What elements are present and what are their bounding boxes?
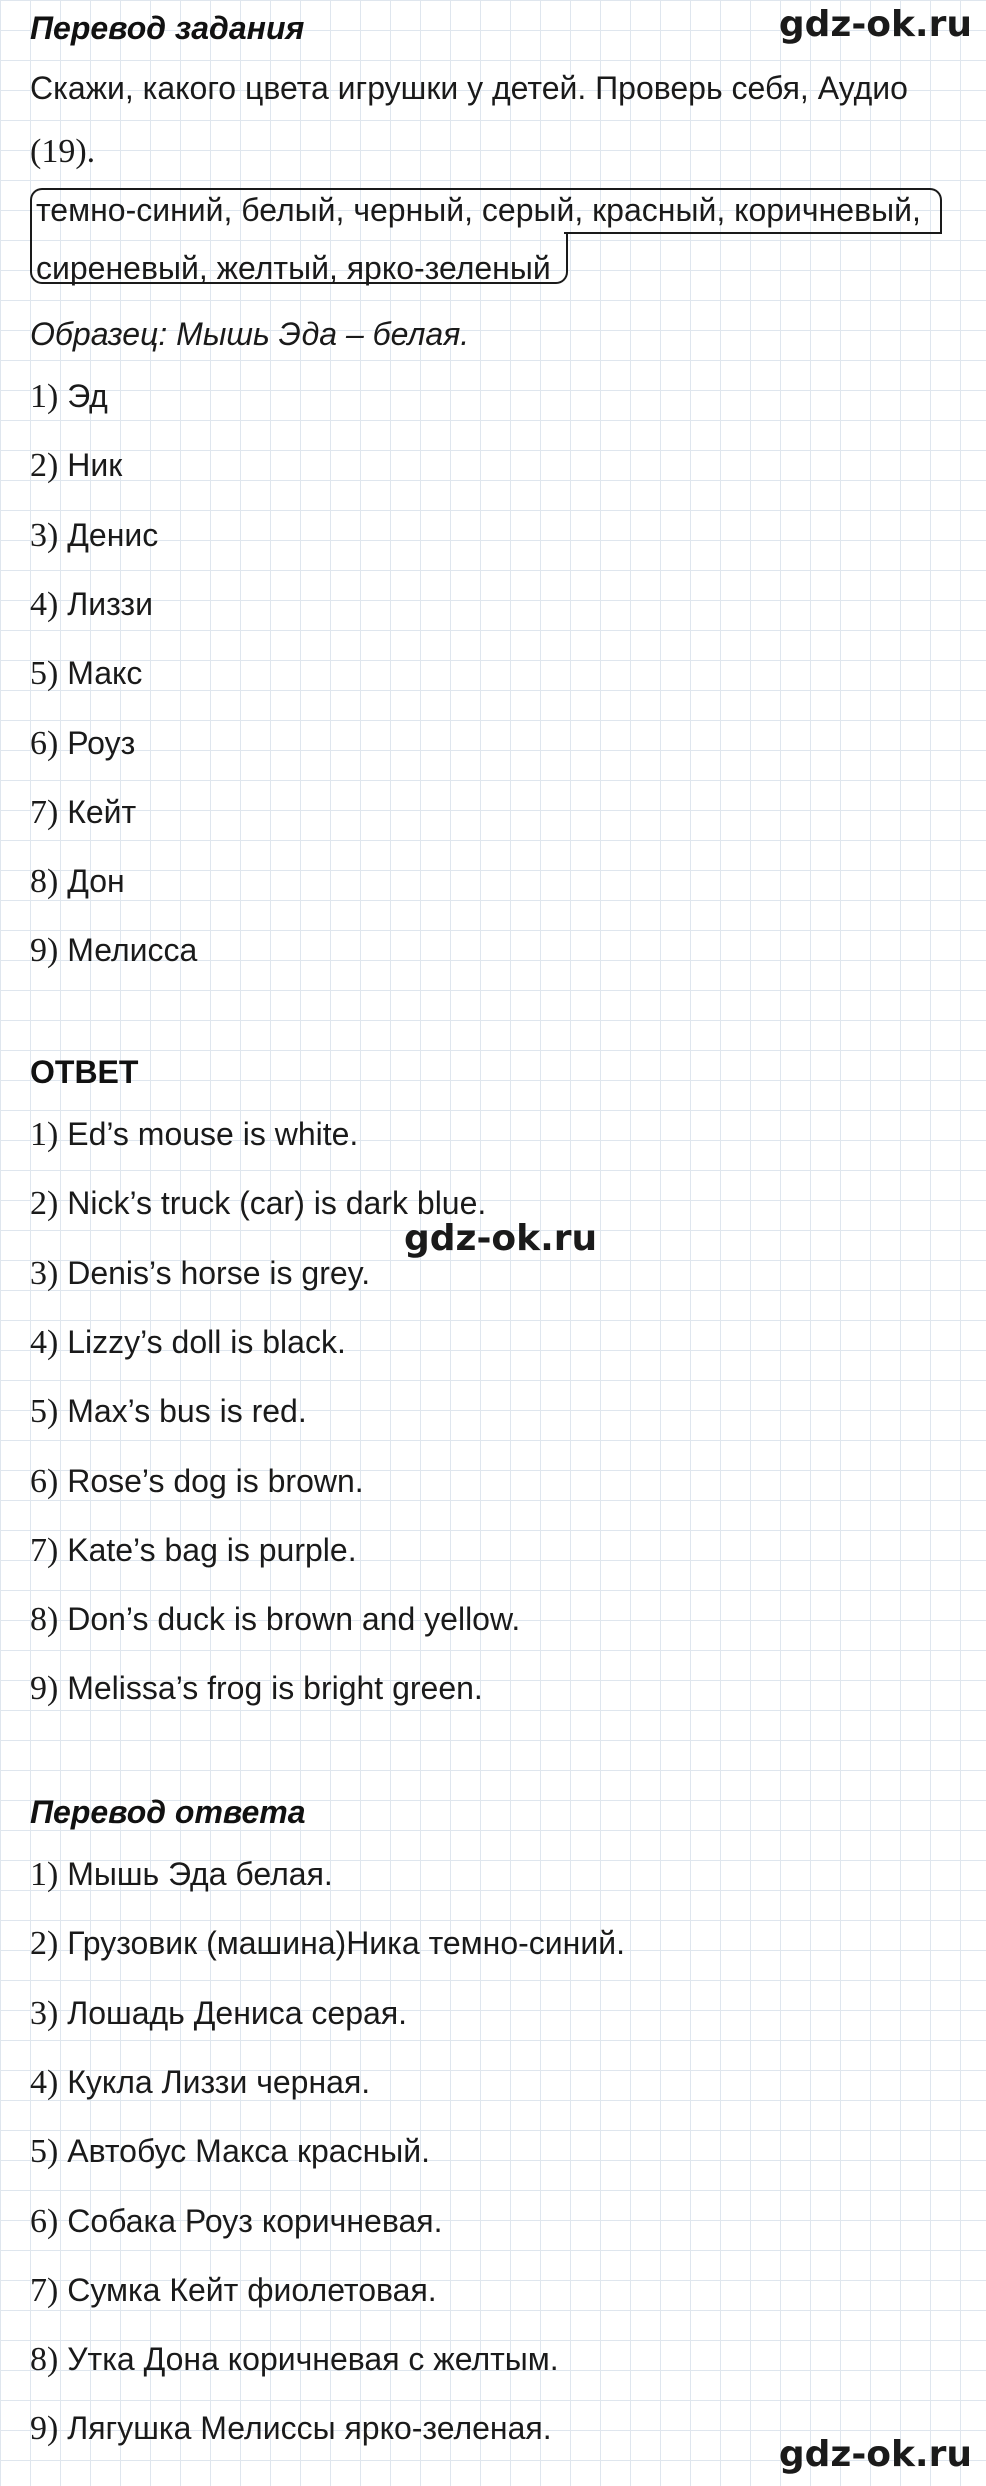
item-number: 8) bbox=[30, 2341, 59, 2379]
watermark-top: gdz-ok.ru bbox=[778, 4, 972, 45]
item-number: 9) bbox=[30, 2410, 59, 2448]
item-number: 9) bbox=[30, 1670, 59, 1708]
item-number: 6) bbox=[30, 2202, 59, 2240]
item-number: 2) bbox=[30, 447, 59, 485]
item-text: Ник bbox=[67, 447, 123, 484]
item-text: Nick’s truck (car) is dark blue. bbox=[67, 1185, 487, 1222]
item-text: Rose’s dog is brown. bbox=[67, 1462, 364, 1499]
example-line: Образец: Мышь Эда – белая. bbox=[30, 316, 470, 352]
item-number: 1) bbox=[30, 1116, 59, 1153]
item-text: Роуз bbox=[67, 724, 136, 761]
task-list-item bbox=[30, 653, 142, 694]
item-text: Lizzy’s doll is black. bbox=[67, 1323, 346, 1360]
item-text: Мелисса bbox=[67, 932, 198, 969]
item-text: Kate’s bag is purple. bbox=[67, 1531, 357, 1568]
item-number: 4) bbox=[30, 585, 59, 623]
answer-translation-list-item bbox=[30, 2201, 442, 2242]
answer-translation-list-item bbox=[30, 1993, 407, 2034]
answer-list-item bbox=[30, 1599, 520, 1640]
item-number: 5) bbox=[30, 655, 59, 693]
item-text: Грузовик (машина)Ника темно-синий. bbox=[67, 1925, 625, 1962]
item-number: 2) bbox=[30, 1185, 59, 1223]
item-text: Лошадь Дениса серая. bbox=[67, 1994, 408, 2031]
watermark-bottom: gdz-ok.ru bbox=[778, 2434, 972, 2475]
watermark-middle: gdz-ok.ru bbox=[404, 1218, 598, 1259]
item-number: 5) bbox=[30, 1393, 59, 1431]
item-number: 8) bbox=[30, 1601, 59, 1639]
answer-list-item bbox=[30, 1530, 357, 1571]
answer-list-item bbox=[30, 1114, 358, 1155]
item-text: Кукла Лиззи черная. bbox=[67, 2063, 371, 2100]
item-text: Дон bbox=[67, 863, 125, 900]
answer-list-item bbox=[30, 1322, 346, 1363]
item-text: Автобус Макса красный. bbox=[67, 2133, 430, 2170]
answer-translation-list-item bbox=[30, 2062, 370, 2103]
item-text: Макс bbox=[67, 655, 143, 692]
item-number: 7) bbox=[30, 2271, 59, 2309]
answer-translation-list-item bbox=[30, 2270, 437, 2311]
item-text: Эд bbox=[67, 378, 108, 414]
item-text: Лиззи bbox=[67, 585, 153, 622]
item-number: 7) bbox=[30, 793, 59, 831]
answer-list-item bbox=[30, 1391, 307, 1432]
answer-translation-list-item bbox=[30, 1923, 625, 1964]
answer-list-item bbox=[30, 1253, 370, 1294]
item-number: 3) bbox=[30, 1254, 59, 1292]
task-list-item bbox=[30, 861, 125, 902]
item-number: 3) bbox=[30, 516, 59, 554]
colors-word-box bbox=[30, 188, 950, 298]
item-text: Denis’s horse is grey. bbox=[67, 1254, 371, 1291]
item-text: Don’s duck is brown and yellow. bbox=[67, 1601, 521, 1638]
item-text: Сумка Кейт фиолетовая. bbox=[67, 2271, 437, 2308]
item-number: 4) bbox=[30, 2063, 59, 2101]
answer-translation-heading: Перевод ответа bbox=[30, 1794, 306, 1830]
task-translation-heading: Перевод задания bbox=[30, 10, 305, 46]
item-number: 2) bbox=[30, 1925, 59, 1963]
item-text: Ed’s mouse is white. bbox=[67, 1116, 359, 1152]
item-number: 7) bbox=[30, 1531, 59, 1569]
answer-translation-list-item bbox=[30, 2131, 430, 2172]
item-number: 4) bbox=[30, 1323, 59, 1361]
item-text: Melissa’s frog is bright green. bbox=[67, 1670, 483, 1707]
item-text: Мышь Эда белая. bbox=[67, 1856, 333, 1892]
item-number: 3) bbox=[30, 1994, 59, 2032]
task-list-item bbox=[30, 792, 136, 833]
answer-list-item bbox=[30, 1461, 364, 1502]
task-list-item bbox=[30, 930, 197, 971]
item-number: 6) bbox=[30, 1462, 59, 1500]
item-text: Денис bbox=[67, 516, 159, 553]
item-number: 1) bbox=[30, 378, 59, 415]
box-border-divider bbox=[564, 232, 940, 234]
item-number: 5) bbox=[30, 2133, 59, 2171]
answer-translation-list-item bbox=[30, 2408, 552, 2449]
item-text: Собака Роуз коричневая. bbox=[67, 2202, 443, 2239]
item-text: Кейт bbox=[67, 793, 137, 830]
instruction-line-2: (19). bbox=[30, 133, 96, 170]
item-text: Max’s bus is red. bbox=[67, 1393, 307, 1430]
item-number: 1) bbox=[30, 1856, 59, 1893]
colors-line-1: темно-синий, белый, черный, серый, красный, коричневый, bbox=[36, 192, 921, 228]
task-list-item bbox=[30, 376, 108, 417]
task-list-item bbox=[30, 445, 122, 486]
item-text: Утка Дона коричневая с желтым. bbox=[67, 2341, 559, 2378]
answer-list-item bbox=[30, 1668, 483, 1709]
task-list-item bbox=[30, 584, 153, 625]
item-number: 6) bbox=[30, 724, 59, 762]
item-text: Лягушка Мелиссы ярко-зеленая. bbox=[67, 2410, 552, 2447]
answer-heading: ОТВЕТ bbox=[30, 1054, 139, 1090]
item-number: 9) bbox=[30, 932, 59, 970]
item-number: 8) bbox=[30, 863, 59, 901]
colors-line-2: сиреневый, желтый, ярко-зеленый bbox=[36, 250, 551, 286]
instruction-line-1: Скажи, какого цвета игрушки у детей. Проверь себя, Аудио bbox=[30, 70, 908, 106]
answer-translation-list-item bbox=[30, 2339, 559, 2380]
task-list-item bbox=[30, 723, 135, 764]
answer-list-item bbox=[30, 1183, 486, 1224]
task-list-item bbox=[30, 515, 158, 556]
answer-translation-list-item bbox=[30, 1854, 333, 1895]
